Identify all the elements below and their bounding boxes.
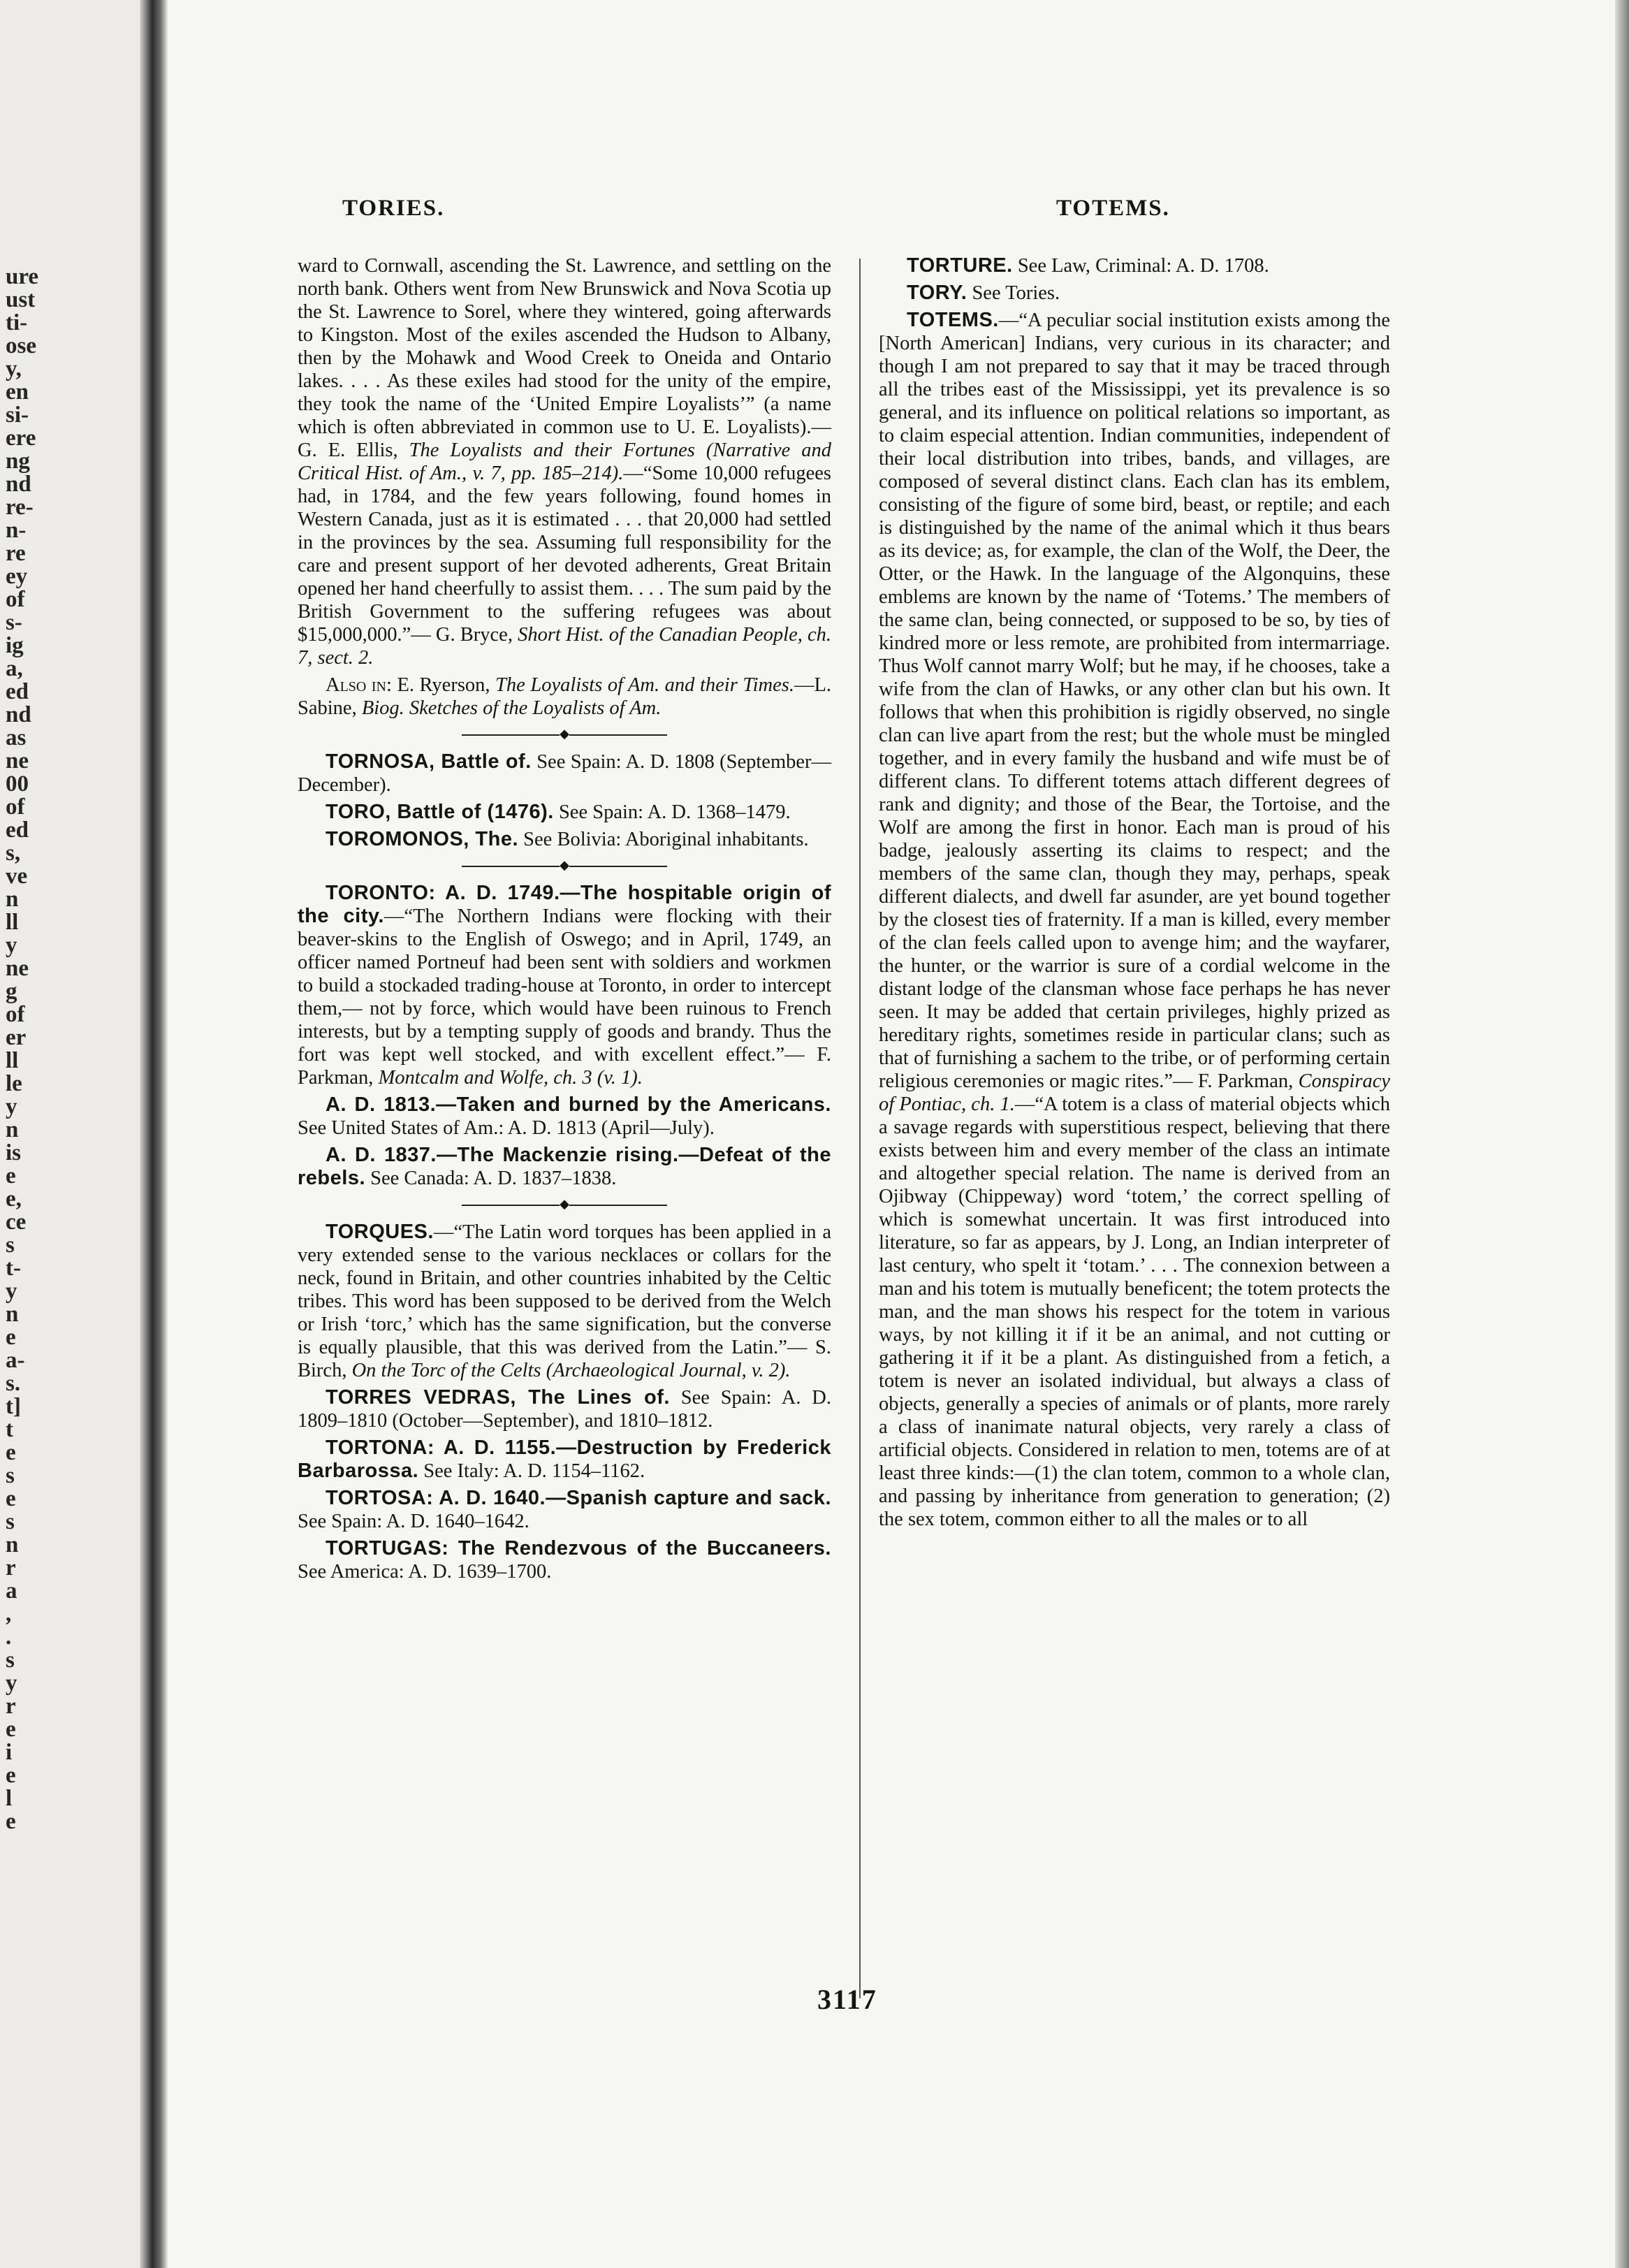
margin-fragment: e: [6, 1325, 16, 1350]
entry-totems: TOTEMS.—“A peculiar social institution exists among the [North American] Indians, very curious in its character; and though I am not prepared to say that it may be traced through all the tribes east of the Mississippi, yet its prevalence is so general, and its influence on political relations so important, as to claim especial attention. Indian communities, independent of their local distribution into tribes, bands, and villages, are composed of several distinct clans. Each clan has its emblem, consisting of the figure of some bird, beast, or reptile; and each is distinguished by the name of the animal which it thus bears as its device; as, for example, the clan of the Wolf, the Deer, the Otter, or the Hawk. In the language of the Algonquins, these emblems are known by the name of ‘Totems.’ The members of the same clan, being connected, or supposed to be so, by ties of kindred more or less remote, are prohibited from intermarriage. Thus Wolf cannot marry Wolf; but he may, if he chooses, take a wife from the clan of Hawks, or any other clan but his own. It follows that when this prohibition is rigidly observed, no single clan can live apart from the rest; but the whole must be mingled together, and in every family the husband and wife must be of different clans. To different totems attach different degrees of rank and dignity; and those of the Bear, the Tortoise, and the Wolf are among the first in honor. Each man is proud of his badge, jealously asserting its claims to respect; and the members of the same clan, though they may, perhaps, speak different dialects, and dwell far asunder, are yet bound together by the closest ties of fraternity. If a man is killed, every member of the clan feels called upon to avenge him; and the wayfarer, the hunter, or the warrior is sure of a cordial welcome in the distant lodge of the clansman whose face perhaps he has never seen. It may be added that certain privileges, highly prized as hereditary rights, sometimes reside in particular clans; such as that of furnishing a sachem to the tribe, or of performing certain religious ceremonies or magic rites.”— F. Parkman, Conspiracy of Pontiac, ch. 1.—“A totem is a class of material objects which a savage regards with superstitious respect, believing that there exists between him and every member of the class an intimate and altogether special relation. The name is derived from an Ojibway (Chippeway) word ‘totem,’ the correct spelling of which is somewhat uncertain. It was first introduced into literature, so far as appears, by J. Long, an Indian interpreter of last century, who spelt it ‘totam.’ . . . The connexion between a man and his totem is mutually beneficent; the totem protects the man, and the man shows his respect for the totem in various ways, by not killing it if it be an animal, and not cutting or gathering it if it be a plant. As distinguished from a fetich, a totem is never an isolated individual, but always a class of objects, generally a species of animals or of plants, more rarely a class of inanimate natural objects, very rarely a class of artificial objects. Considered in relation to men, totems are of at least three kinds:—(1) the clan totem, common to a whole clan, and passing by inheritance from generation to generation; (2) the sex totem, common either to all the males or to all: [879, 309, 1391, 1530]
margin-fragment: y: [6, 1279, 17, 1304]
margin-fragment: e: [6, 1809, 16, 1834]
right-column: [879, 254, 1390, 1535]
page-edge: [1615, 0, 1629, 2268]
margin-fragment: of: [6, 1002, 25, 1027]
entry-tornosa: TORNOSA, Battle of. See Spain: A. D. 1808 (September—December).: [298, 750, 832, 796]
margin-fragment: ll: [6, 910, 19, 935]
running-head-left: TORIES.: [342, 196, 445, 221]
margin-fragment: y: [6, 1671, 17, 1696]
margin-fragment: of: [6, 587, 25, 612]
entry-toromonos: TOROMONOS, The. See Bolivia: Aboriginal inhabitants.: [326, 828, 809, 850]
margin-fragment: ure: [6, 264, 39, 289]
margin-fragment: y: [6, 933, 17, 958]
section-divider: ◆: [298, 1195, 831, 1212]
section-divider: ◆: [298, 725, 831, 742]
margin-fragment: s: [6, 1648, 15, 1673]
margin-fragment: i: [6, 1740, 13, 1765]
margin-fragment: ti-: [6, 310, 28, 335]
margin-fragment: s-: [6, 610, 22, 635]
margin-fragment: s,: [6, 841, 21, 866]
entry-tortugas: TORTUGAS: The Rendezvous of the Buccaneers. See America: A. D. 1639–1700.: [298, 1537, 831, 1583]
margin-fragment: ere: [6, 426, 36, 451]
margin-fragment: r: [6, 1555, 16, 1580]
page-number: 3117: [817, 1984, 877, 2015]
margin-fragment: re-: [6, 495, 34, 520]
margin-fragment: a: [6, 1578, 17, 1604]
margin-fragment: s: [6, 1463, 15, 1488]
margin-fragment: si-: [6, 402, 29, 428]
margin-fragment: e: [6, 1763, 16, 1788]
margin-fragment: n: [6, 1302, 19, 1327]
margin-fragment: a-: [6, 1348, 25, 1373]
entry-toronto-1813: A. D. 1813.—Taken and burned by the Americans. See United States of Am.: A. D. 1813 (April—July).: [298, 1093, 831, 1139]
margin-fragment: .: [6, 1624, 12, 1650]
margin-fragment: e: [6, 1717, 16, 1742]
margin-fragment: ose: [6, 333, 36, 358]
tories-continuation: ward to Cornwall, ascending the St. Lawrence, and settling on the north bank. Others went from New Brunswick and Nova Scotia up the St. Lawrence to Sorel, where they wintered, going afterwards to Kingston. Most of the exiles ascended the Hudson to Albany, then by the Mohawk and Wood Creek to Oneida and Ontario lakes. . . . As these exiles had stood for the unity of the empire, they took the name of the ‘United Empire Loyalists’” (a name which is often abbreviated in common use to U. E. Loyalists).— G. E. Ellis, The Loyalists and their Fortunes (Narrative and Critical Hist. of Am., v. 7, pp. 185–214).—“Some 10,000 refugees had, in 1784, and the few years following, found homes in Western Canada, just as it is estimated . . . that 20,000 had settled in the provinces by the sea. Assuming full responsibility for the care and present support of her devoted adherents, Great Britain opened her hand cheerfully to assist them. . . . The sum paid by the British Government to the suffering refugees was about $15,000,000.”— G. Bryce, Short Hist. of the Canadian People, ch. 7, sect. 2.: [298, 255, 831, 669]
entry-torques: TORQUES.—“The Latin word torques has been applied in a very extended sense to the various necklaces or collars for the neck, found in Britain, and other countries inhabited by the Celtic tribes. This word has been supposed to be derived from the Welch or Irish ‘torc,’ which has the same signification, but the converse is equally plausible, that this was derived from the Latin.”— S. Birch, On the Torc of the Celts (Archaeological Journal, v. 2).: [298, 1221, 831, 1381]
margin-fragment: s: [6, 1233, 15, 1258]
column-rule: [859, 259, 861, 1998]
margin-fragment: er: [6, 1025, 27, 1050]
margin-fragment: s.: [6, 1371, 21, 1396]
margin-fragment: ce: [6, 1209, 27, 1235]
margin-fragment: t]: [6, 1394, 21, 1419]
margin-fragment: ig: [6, 633, 24, 658]
margin-fragment: ed: [6, 817, 29, 843]
entry-toronto: TORONTO: A. D. 1749.—The hospitable origin of the city.—“The Northern Indians were flocking with their beaver-skins to the English of Oswego; and in April, 1749, an officer named Portneuf had been sent with soldiers and workmen to build a stockaded trading-house at Toronto, in order to intercept them,— not by force, which would have been ruinous to French interests, but by a tempting supply of goods and brandy. Thus the fort was kept well stocked, and with excellent effect.”— F. Parkman, Montcalm and Wolfe, ch. 3 (v. 1).: [298, 882, 832, 1089]
margin-fragment: g: [6, 979, 17, 1004]
margin-fragment: y,: [6, 356, 22, 381]
margin-fragment: nd: [6, 702, 31, 727]
entry-toronto-1837: A. D. 1837.—The Mackenzie rising.—Defeat of the rebels. See Canada: A. D. 1837–1838.: [298, 1144, 831, 1189]
margin-fragment: y: [6, 1094, 17, 1119]
margin-fragment: ed: [6, 679, 29, 704]
entry-tortona: TORTONA: A. D. 1155.—Destruction by Frederick Barbarossa. See Italy: A. D. 1154–1162.: [298, 1437, 831, 1482]
margin-fragment: ust: [6, 287, 36, 312]
margin-fragment: 00: [6, 771, 29, 797]
margin-fragment: n-: [6, 518, 27, 543]
entry-toro: TORO, Battle of (1476). See Spain: A. D. 1368–1479.: [326, 801, 791, 823]
margin-fragment: ng: [6, 449, 30, 474]
margin-fragment: ne: [6, 956, 29, 981]
left-column: [298, 254, 831, 1587]
margin-fragment: is: [6, 1140, 22, 1165]
margin-fragment: r: [6, 1694, 16, 1719]
entry-torture: TORTURE. See Law, Criminal: A. D. 1708.: [907, 254, 1269, 277]
margin-fragment: ve: [6, 864, 28, 889]
entry-tory: TORY. See Tories.: [907, 282, 1060, 304]
margin-fragment: e,: [6, 1186, 22, 1212]
section-divider: ◆: [298, 857, 831, 873]
margin-fragment: n: [6, 1532, 19, 1557]
margin-fragment: re: [6, 541, 26, 566]
margin-fragment: as: [6, 725, 27, 750]
margin-fragment: n: [6, 887, 19, 912]
entry-tortosa: TORTOSA: A. D. 1640.—Spanish capture and sack. See Spain: A. D. 1640–1642.: [298, 1487, 831, 1532]
margin-fragment: n: [6, 1117, 19, 1142]
margin-fragment: t: [6, 1417, 13, 1442]
running-head-right: TOTEMS.: [1056, 196, 1170, 221]
margin-fragment: ll: [6, 1048, 19, 1073]
margin-fragment: le: [6, 1071, 22, 1096]
margin-fragment: ,: [6, 1601, 12, 1627]
margin-fragment: e: [6, 1486, 16, 1511]
margin-fragment: ne: [6, 748, 29, 773]
margin-fragment: e: [6, 1163, 16, 1188]
entry-torres-vedras: TORRES VEDRAS, The Lines of. See Spain: A. D. 1809–1810 (October—September), and 1810–1812.: [298, 1386, 832, 1432]
margin-fragment: en: [6, 379, 29, 405]
margin-fragment: l: [6, 1786, 13, 1811]
margin-fragment: ey: [6, 564, 28, 589]
margin-fragment: of: [6, 794, 25, 820]
margin-fragment: s: [6, 1509, 15, 1534]
margin-fragment: e: [6, 1440, 16, 1465]
margin-fragment: a,: [6, 656, 23, 681]
margin-fragment: nd: [6, 472, 31, 497]
margin-fragment: t-: [6, 1256, 21, 1281]
book-gutter: [140, 0, 168, 2268]
facing-page-margin: [0, 0, 162, 2268]
also-in: Also in: E. Ryerson, The Loyalists of Am. and their Times.—L. Sabine, Biog. Sketches of the Loyalists of Am.: [298, 674, 832, 719]
